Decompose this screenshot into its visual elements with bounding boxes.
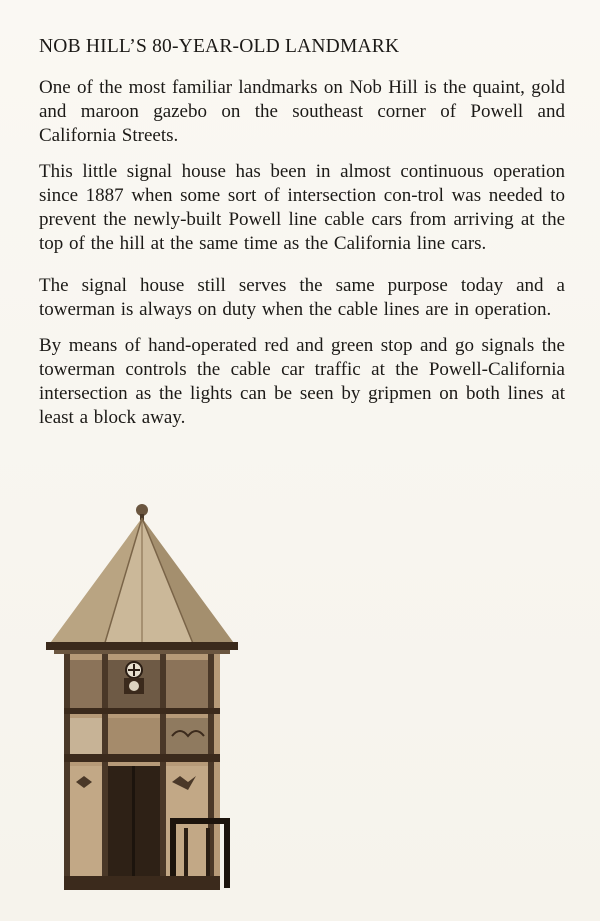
signal-house-photo bbox=[44, 500, 240, 890]
paragraph-2: This little signal house has been in almost continuous operation since 1887 when some sort of intersection con-trol was needed to prevent the newly-built Powell line cable cars from arriving at the top of the hill at the same time as the California line cars. bbox=[39, 161, 565, 254]
paragraph-1: One of the most familiar landmarks on Nob Hill is the quaint, gold and maroon gazebo on the southeast corner of Powell and California Streets. bbox=[39, 77, 565, 146]
paragraph-4: By means of hand-operated red and green stop and go signals the towerman controls the cable car traffic at the Powell-California intersection as the lights can be seen by gripmen on both lines at least a block away. bbox=[39, 335, 565, 428]
paragraph-3: The signal house still serves the same purpose today and a towerman is always on duty when the cable lines are in operation. bbox=[39, 275, 565, 320]
article-title: NOB HILL’S 80-YEAR-OLD LANDMARK bbox=[39, 36, 400, 57]
article-text bbox=[39, 36, 565, 442]
